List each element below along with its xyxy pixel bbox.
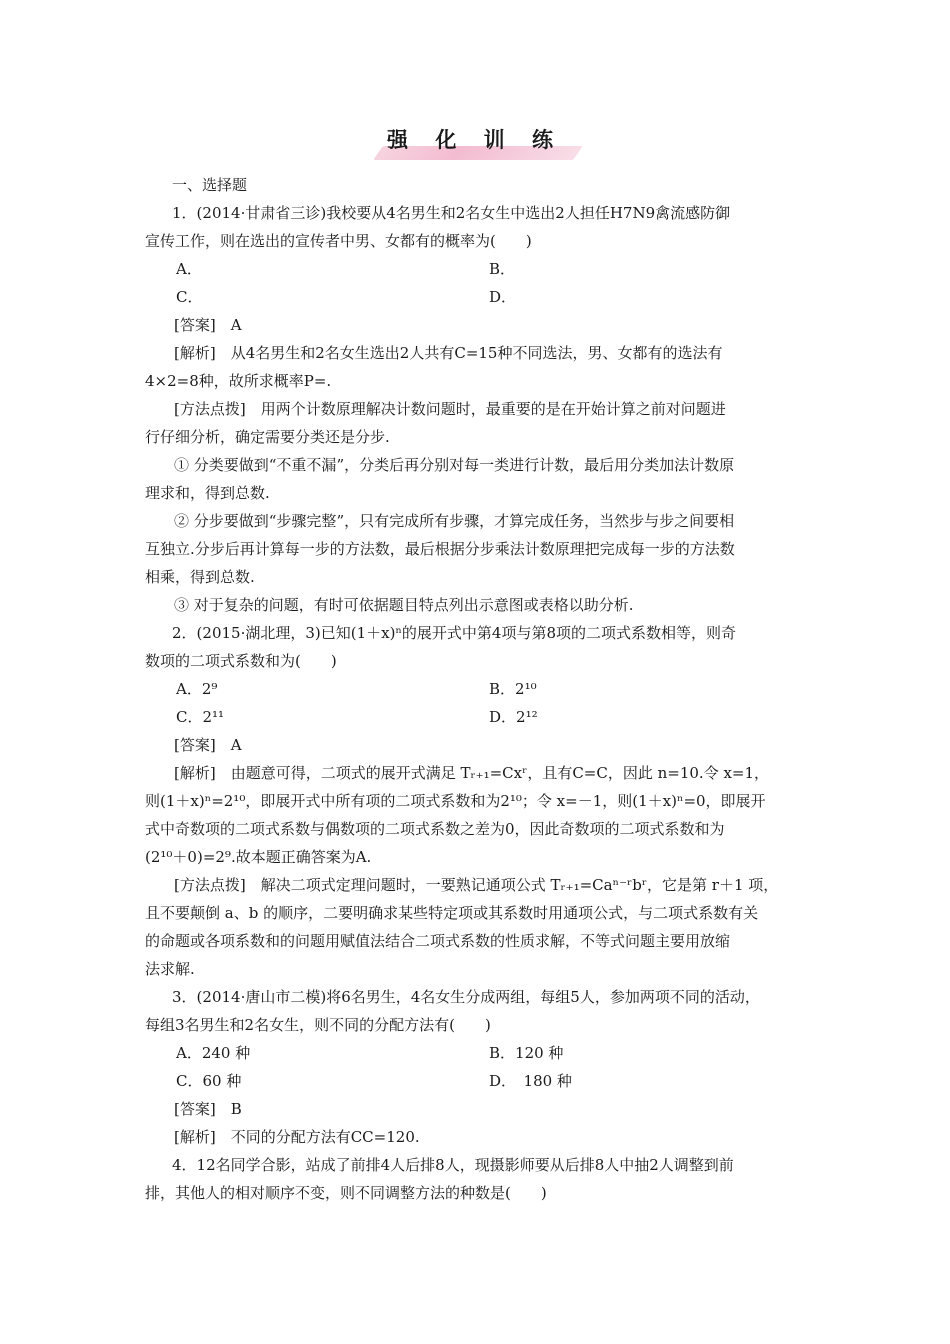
q1-option-b: B． (489, 260, 516, 278)
page-title: 强 化 训 练 (387, 128, 563, 152)
q3-analysis-line-1: [解析] 不同的分配方法有CC=120. (174, 1128, 420, 1146)
q3-option-d: D． 180 种 (489, 1072, 572, 1090)
q2-method-line-2: 且不要颠倒 a、b 的顺序，二要明确求某些特定项或其系数时用通项公式，与二项式系数有关 (145, 904, 759, 922)
q2-method-line-3: 的命题或各项系数和的问题用赋值法结合二项式系数的性质求解，不等式问题主要用放缩 (145, 932, 731, 950)
q1-method-line-5: ② 分步要做到“步骤完整”，只有完成所有步骤，才算完成任务，当然步与步之间要相 (174, 512, 735, 530)
q1-answer: [答案] A (174, 316, 242, 334)
q1-method-line-3: ① 分类要做到“不重不漏”，分类后再分别对每一类进行计数，最后用分类加法计数原 (174, 456, 735, 474)
question-1-line-1: 1．(2014·甘肃省三诊)我校要从4名男生和2名女生中选出2人担任H7N9禽流感防御 (172, 204, 731, 222)
question-4-line-2: 排，其他人的相对顺序不变，则不同调整方法的种数是( ) (145, 1184, 547, 1202)
q2-option-b: B．2¹⁰ (489, 680, 537, 698)
q1-method-line-1: [方法点拨] 用两个计数原理解决计数问题时，最重要的是在开始计算之前对问题进 (174, 400, 726, 418)
q1-option-a: A． (176, 260, 202, 278)
section-heading: 一、选择题 (172, 176, 248, 194)
question-1-line-2: 宣传工作，则在选出的宣传者中男、女都有的概率为( ) (145, 232, 532, 250)
q3-option-c: C．60 种 (176, 1072, 242, 1090)
question-2-line-1: 2．(2015·湖北理，3)已知(1＋x)ⁿ的展开式中第4项与第8项的二项式系数相等，则奇 (172, 624, 737, 642)
q2-analysis-line-4: (2¹⁰＋0)=2⁹.故本题正确答案为A. (145, 848, 372, 866)
q1-method-line-4: 理求和，得到总数. (145, 484, 270, 502)
q1-method-line-8: ③ 对于复杂的问题，有时可依据题目特点列出示意图或表格以助分析. (174, 596, 634, 614)
q1-method-line-6: 互独立.分步后再计算每一步的方法数，最后根据分步乘法计数原理把完成每一步的方法数 (145, 540, 735, 558)
q2-method-line-1: [方法点拨] 解决二项式定理问题时，一要熟记通项公式 Tᵣ₊₁=Caⁿ⁻ʳbʳ，它是第 r＋1 项， (174, 876, 779, 894)
q2-option-c: C．2¹¹ (176, 708, 225, 726)
question-3-line-1: 3．(2014·唐山市二模)将6名男生，4名女生分成两组，每组5人，参加两项不同的活动， (172, 988, 760, 1006)
q3-option-b: B．120 种 (489, 1044, 564, 1062)
q2-method-line-4: 法求解. (145, 960, 195, 978)
q2-option-d: D．2¹² (489, 708, 538, 726)
question-3-line-2: 每组3名男生和2名女生，则不同的分配方法有( ) (145, 1016, 491, 1034)
title-banner (370, 120, 580, 164)
question-4-line-1: 4．12名同学合影，站成了前排4人后排8人，现摄影师要从后排8人中抽2人调整到前 (172, 1156, 734, 1174)
question-2-line-2: 数项的二项式系数和为( ) (145, 652, 337, 670)
q3-answer: [答案] B (174, 1100, 242, 1118)
q1-option-c: C． (176, 288, 203, 306)
q2-analysis-line-2: 则(1＋x)ⁿ=2¹⁰，即展开式中所有项的二项式系数和为2¹⁰；令 x=－1，则(1＋x)ⁿ=0，即展开 (145, 792, 766, 810)
q1-option-d: D． (489, 288, 517, 306)
q1-analysis-line-1: [解析] 从4名男生和2名女生选出2人共有C=15种不同选法，男、女都有的选法有 (174, 344, 723, 362)
q1-method-line-7: 相乘，得到总数. (145, 568, 255, 586)
q1-method-line-2: 行仔细分析，确定需要分类还是分步. (145, 428, 390, 446)
q1-analysis-line-2: 4×2=8种，故所求概率P=. (145, 372, 332, 390)
q2-analysis-line-3: 式中奇数项的二项式系数与偶数项的二项式系数之差为0，因此奇数项的二项式系数和为 (145, 820, 725, 838)
q2-answer: [答案] A (174, 736, 242, 754)
q3-option-a: A．240 种 (176, 1044, 251, 1062)
q2-analysis-line-1: [解析] 由题意可得，二项式的展开式满足 Tᵣ₊₁=Cxʳ，且有C=C，因此 n=10.令 x=1， (174, 764, 770, 782)
q2-option-a: A．2⁹ (176, 680, 218, 698)
